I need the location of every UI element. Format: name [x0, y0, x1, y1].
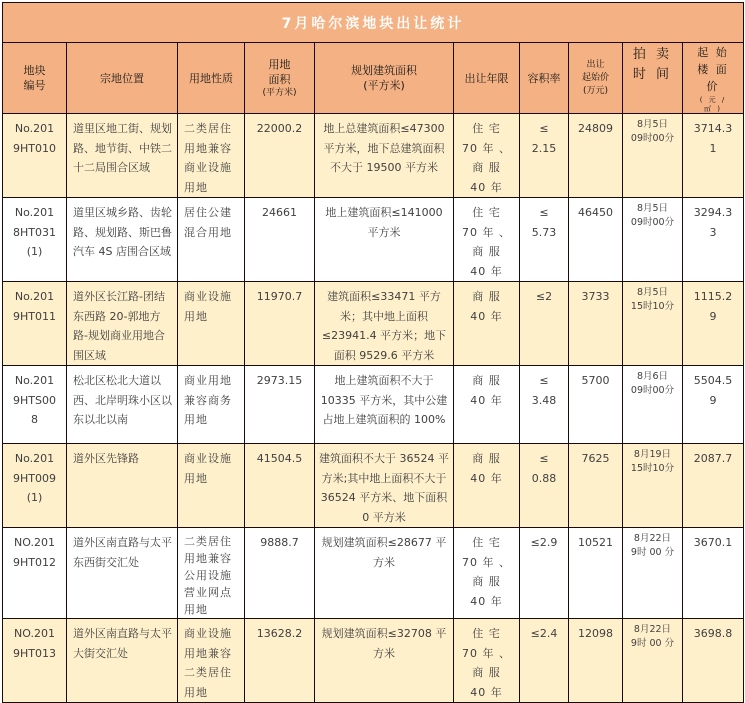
far-cell	[520, 114, 569, 198]
planned-area-cell: 规划建筑面积≤32708 平方米	[315, 619, 454, 703]
land-transfer-table-container	[2, 2, 744, 703]
land-area-cell: 2973.15	[245, 366, 315, 444]
floor-price-cell	[683, 114, 744, 198]
header-parcel-id	[3, 43, 67, 114]
parcel-id-cell	[3, 619, 67, 703]
term-text: 40 年	[470, 264, 503, 278]
far-text: ≤	[539, 452, 549, 465]
term-text: 40 年	[470, 471, 503, 485]
auction-time-cell	[623, 366, 683, 444]
location-cell: 道外区南直路与太平大街交汇处	[67, 619, 178, 703]
start-price-cell: 3733	[569, 282, 623, 366]
land-use-cell: 商业设施用地兼容二类居住用地	[178, 619, 245, 703]
planned-area-cell: 地上建筑面积不大于 10335 平方米，其中公建占地上建筑面积的 100%	[315, 366, 454, 444]
start-price-cell: 5700	[569, 366, 623, 444]
term-text: 住 宅	[472, 122, 501, 135]
term-text: 商 服	[472, 161, 501, 174]
auction-date: 8月5日	[636, 203, 669, 214]
term-text: 商 服	[472, 452, 501, 465]
term-cell	[454, 114, 520, 198]
floor-price-cell	[683, 366, 744, 444]
parcel-id-text: No.201	[14, 374, 55, 387]
term-text: 商 服	[472, 290, 501, 303]
parcel-id-text: NO.201	[14, 536, 55, 549]
parcel-id-text: 8HT031	[13, 225, 56, 239]
parcel-id-text: 9HT009	[13, 471, 56, 485]
term-text: 40 年	[470, 180, 503, 194]
land-area-cell: 41504.5	[245, 444, 315, 528]
planned-area-cell: 地上建筑面积≤141000 平方米	[315, 198, 454, 282]
land-use-cell: 商业设施用地	[178, 444, 245, 528]
land-use-cell: 二类居住用地兼容公用设施营业网点用地	[178, 528, 245, 619]
header-text: 起始价	[581, 72, 609, 83]
header-unit: (平方米)	[363, 79, 405, 92]
term-text: 40 年	[470, 594, 503, 608]
start-price-cell: 12098	[569, 619, 623, 703]
planned-area-cell: 规划建筑面积≤28677 平方米	[315, 528, 454, 619]
header-text: 用地	[268, 58, 291, 71]
start-price-cell: 7625	[569, 444, 623, 528]
table-row	[3, 444, 744, 528]
header-location: 宗地位置	[67, 43, 178, 114]
table-row	[3, 114, 744, 198]
table-title: 7月哈尔滨地块出让统计	[3, 3, 744, 43]
location-cell: 道外区先锋路	[67, 444, 178, 528]
start-price-cell: 46450	[569, 198, 623, 282]
term-text: 商 服	[472, 245, 501, 258]
parcel-id-text: (1)	[26, 245, 43, 258]
auction-date: 8月22日	[633, 533, 672, 544]
land-area-cell: 9888.7	[245, 528, 315, 619]
term-text: 40 年	[470, 685, 503, 699]
term-cell	[454, 444, 520, 528]
parcel-id-text: 8	[31, 413, 38, 426]
land-area-cell: 11970.7	[245, 282, 315, 366]
parcel-id-text: 9HT010	[13, 141, 56, 155]
header-planned-area	[315, 43, 454, 114]
header-start-price	[569, 43, 623, 114]
location-cell: 道里区地工街、规划路、地节街、中铁二十二局围合区域	[67, 114, 178, 198]
far-text: 3.48	[531, 393, 557, 407]
term-cell	[454, 282, 520, 366]
floor-price-text: 2087.7	[693, 452, 733, 465]
auction-time-cell	[623, 114, 683, 198]
table-row	[3, 282, 744, 366]
far-text: ≤2	[535, 290, 553, 303]
floor-price-text: 3698.8	[693, 627, 733, 640]
term-text: 商 服	[472, 575, 501, 588]
term-text: 住 宅	[472, 627, 501, 640]
header-text: 起 始	[697, 46, 729, 59]
land-area-cell: 13628.2	[245, 619, 315, 703]
land-transfer-table	[2, 2, 744, 703]
floor-price-text: 1	[709, 141, 717, 155]
term-text: 40 年	[470, 309, 503, 323]
header-text: 时 间	[632, 67, 673, 82]
header-land-use: 用地性质	[178, 43, 245, 114]
auction-time-cell	[623, 198, 683, 282]
far-text: ≤2.9	[530, 536, 558, 549]
floor-price-cell	[683, 282, 744, 366]
floor-price-text: 9	[709, 309, 717, 323]
header-unit: ㎡ )	[704, 105, 722, 113]
auction-clock: 09时00分	[630, 133, 675, 144]
term-text: 商 服	[472, 666, 501, 679]
auction-date: 8月5日	[636, 119, 669, 130]
far-cell	[520, 198, 569, 282]
parcel-id-text: 9HT013	[13, 646, 56, 660]
header-text: 地块	[23, 64, 46, 77]
parcel-id-text: No.201	[14, 206, 55, 219]
header-auction-time	[623, 43, 683, 114]
auction-clock: 09时00分	[630, 385, 675, 396]
floor-price-cell	[683, 619, 744, 703]
location-cell: 道外区长江路-团结东西路 20-郭地方路-规划商业用地合围区域	[67, 282, 178, 366]
auction-date: 8月22日	[633, 624, 672, 635]
parcel-id-text: NO.201	[14, 627, 55, 640]
table-row	[3, 528, 744, 619]
header-text: 面积	[268, 73, 291, 86]
parcel-id-text: 9HT012	[13, 555, 56, 569]
land-area-cell: 24661	[245, 198, 315, 282]
far-cell	[520, 366, 569, 444]
header-unit: (万元)	[582, 85, 609, 96]
header-floor-price	[683, 43, 744, 114]
parcel-id-cell	[3, 198, 67, 282]
term-cell	[454, 528, 520, 619]
parcel-id-text: 9HT011	[13, 309, 56, 323]
header-text: 价	[706, 80, 720, 93]
start-price-cell: 24809	[569, 114, 623, 198]
floor-price-text: 5504.5	[693, 374, 733, 387]
land-use-cell: 商业用地兼容商务用地	[178, 366, 245, 444]
parcel-id-cell	[3, 282, 67, 366]
header-term: 出让年限	[454, 43, 520, 114]
floor-price-text: 1115.2	[693, 290, 733, 303]
far-text: 2.15	[531, 141, 557, 155]
far-cell	[520, 282, 569, 366]
far-cell	[520, 444, 569, 528]
term-text: 住 宅	[472, 206, 501, 219]
far-text: ≤	[539, 122, 549, 135]
auction-time-cell	[623, 444, 683, 528]
table-row	[3, 198, 744, 282]
term-text: 40 年	[470, 393, 503, 407]
header-text: 出让	[586, 59, 605, 70]
term-text: 70 年 、	[462, 141, 511, 155]
parcel-id-text: 9HTS00	[13, 393, 56, 407]
far-text: 0.88	[531, 471, 557, 485]
floor-price-cell	[683, 528, 744, 619]
term-text: 70 年 、	[462, 225, 511, 239]
term-cell	[454, 366, 520, 444]
parcel-id-text: No.201	[14, 122, 55, 135]
far-text: ≤	[539, 206, 549, 219]
location-cell: 道外区南直路与太平东西街交汇处	[67, 528, 178, 619]
auction-time-cell	[623, 282, 683, 366]
auction-time-cell	[623, 619, 683, 703]
floor-price-text: 9	[709, 393, 717, 407]
term-text: 70 年 、	[462, 646, 511, 660]
floor-price-text: 3	[709, 225, 717, 239]
term-text: 70 年 、	[462, 555, 511, 569]
auction-date: 8月19日	[633, 449, 672, 460]
far-cell	[520, 619, 569, 703]
location-cell: 松北区松北大道以西、北岸明珠小区以东以北以南	[67, 366, 178, 444]
parcel-id-text: (1)	[26, 491, 43, 504]
header-unit: (平方米)	[262, 88, 297, 98]
floor-price-text: 3670.1	[693, 536, 733, 549]
table-row	[3, 366, 744, 444]
parcel-id-text: No.201	[14, 452, 55, 465]
parcel-id-cell	[3, 444, 67, 528]
header-land-area	[245, 43, 315, 114]
parcel-id-text: No.201	[14, 290, 55, 303]
term-cell	[454, 198, 520, 282]
land-area-cell: 22000.2	[245, 114, 315, 198]
planned-area-cell: 地上总建筑面积≤47300 平方米，地下总建筑面积不大于 19500 平方米	[315, 114, 454, 198]
far-text: 5.73	[531, 225, 557, 239]
floor-price-cell	[683, 198, 744, 282]
land-use-cell: 居住公建混合用地	[178, 198, 245, 282]
auction-time-cell	[623, 528, 683, 619]
auction-date: 8月6日	[636, 371, 669, 382]
land-use-cell: 二类居住用地兼容商业设施用地	[178, 114, 245, 198]
planned-area-cell: 建筑面积≤33471 平方米；其中地上面积≤23941.4 平方米；地下面积 9529.6 平方米	[315, 282, 454, 366]
header-text: 楼 面	[697, 63, 729, 76]
parcel-id-cell	[3, 366, 67, 444]
floor-price-text: 3294.3	[693, 206, 733, 219]
location-cell: 道里区城乡路、齿轮路、规划路、斯巴鲁汽车 4S 店围合区域	[67, 198, 178, 282]
header-far: 容积率	[520, 43, 569, 114]
header-unit: ( 元 /	[699, 96, 727, 104]
table-row	[3, 619, 744, 703]
auction-clock: 09时00分	[630, 217, 675, 228]
auction-clock: 15时10分	[630, 301, 675, 312]
parcel-id-cell	[3, 528, 67, 619]
term-cell	[454, 619, 520, 703]
header-text: 拍 卖	[632, 47, 673, 62]
header-row	[3, 43, 744, 114]
floor-price-cell	[683, 444, 744, 528]
auction-date: 8月5日	[636, 287, 669, 298]
auction-clock: 9时 00 分	[630, 638, 675, 649]
start-price-cell: 10521	[569, 528, 623, 619]
far-cell	[520, 528, 569, 619]
auction-clock: 9时 00 分	[630, 547, 675, 558]
parcel-id-cell	[3, 114, 67, 198]
land-use-cell: 商业设施用地	[178, 282, 245, 366]
far-text: ≤2.4	[530, 627, 558, 640]
floor-price-text: 3714.3	[693, 122, 733, 135]
auction-clock: 15时10分	[630, 463, 675, 474]
term-text: 商 服	[472, 374, 501, 387]
far-text: ≤	[539, 374, 549, 387]
header-text: 编号	[23, 79, 46, 92]
header-text: 规划建筑面积	[351, 64, 417, 77]
planned-area-cell: 建筑面积不大于 36524 平方米;其中地上面积不大于 36524 平方米、地下面积 0 平方米	[315, 444, 454, 528]
term-text: 住 宅	[472, 536, 501, 549]
